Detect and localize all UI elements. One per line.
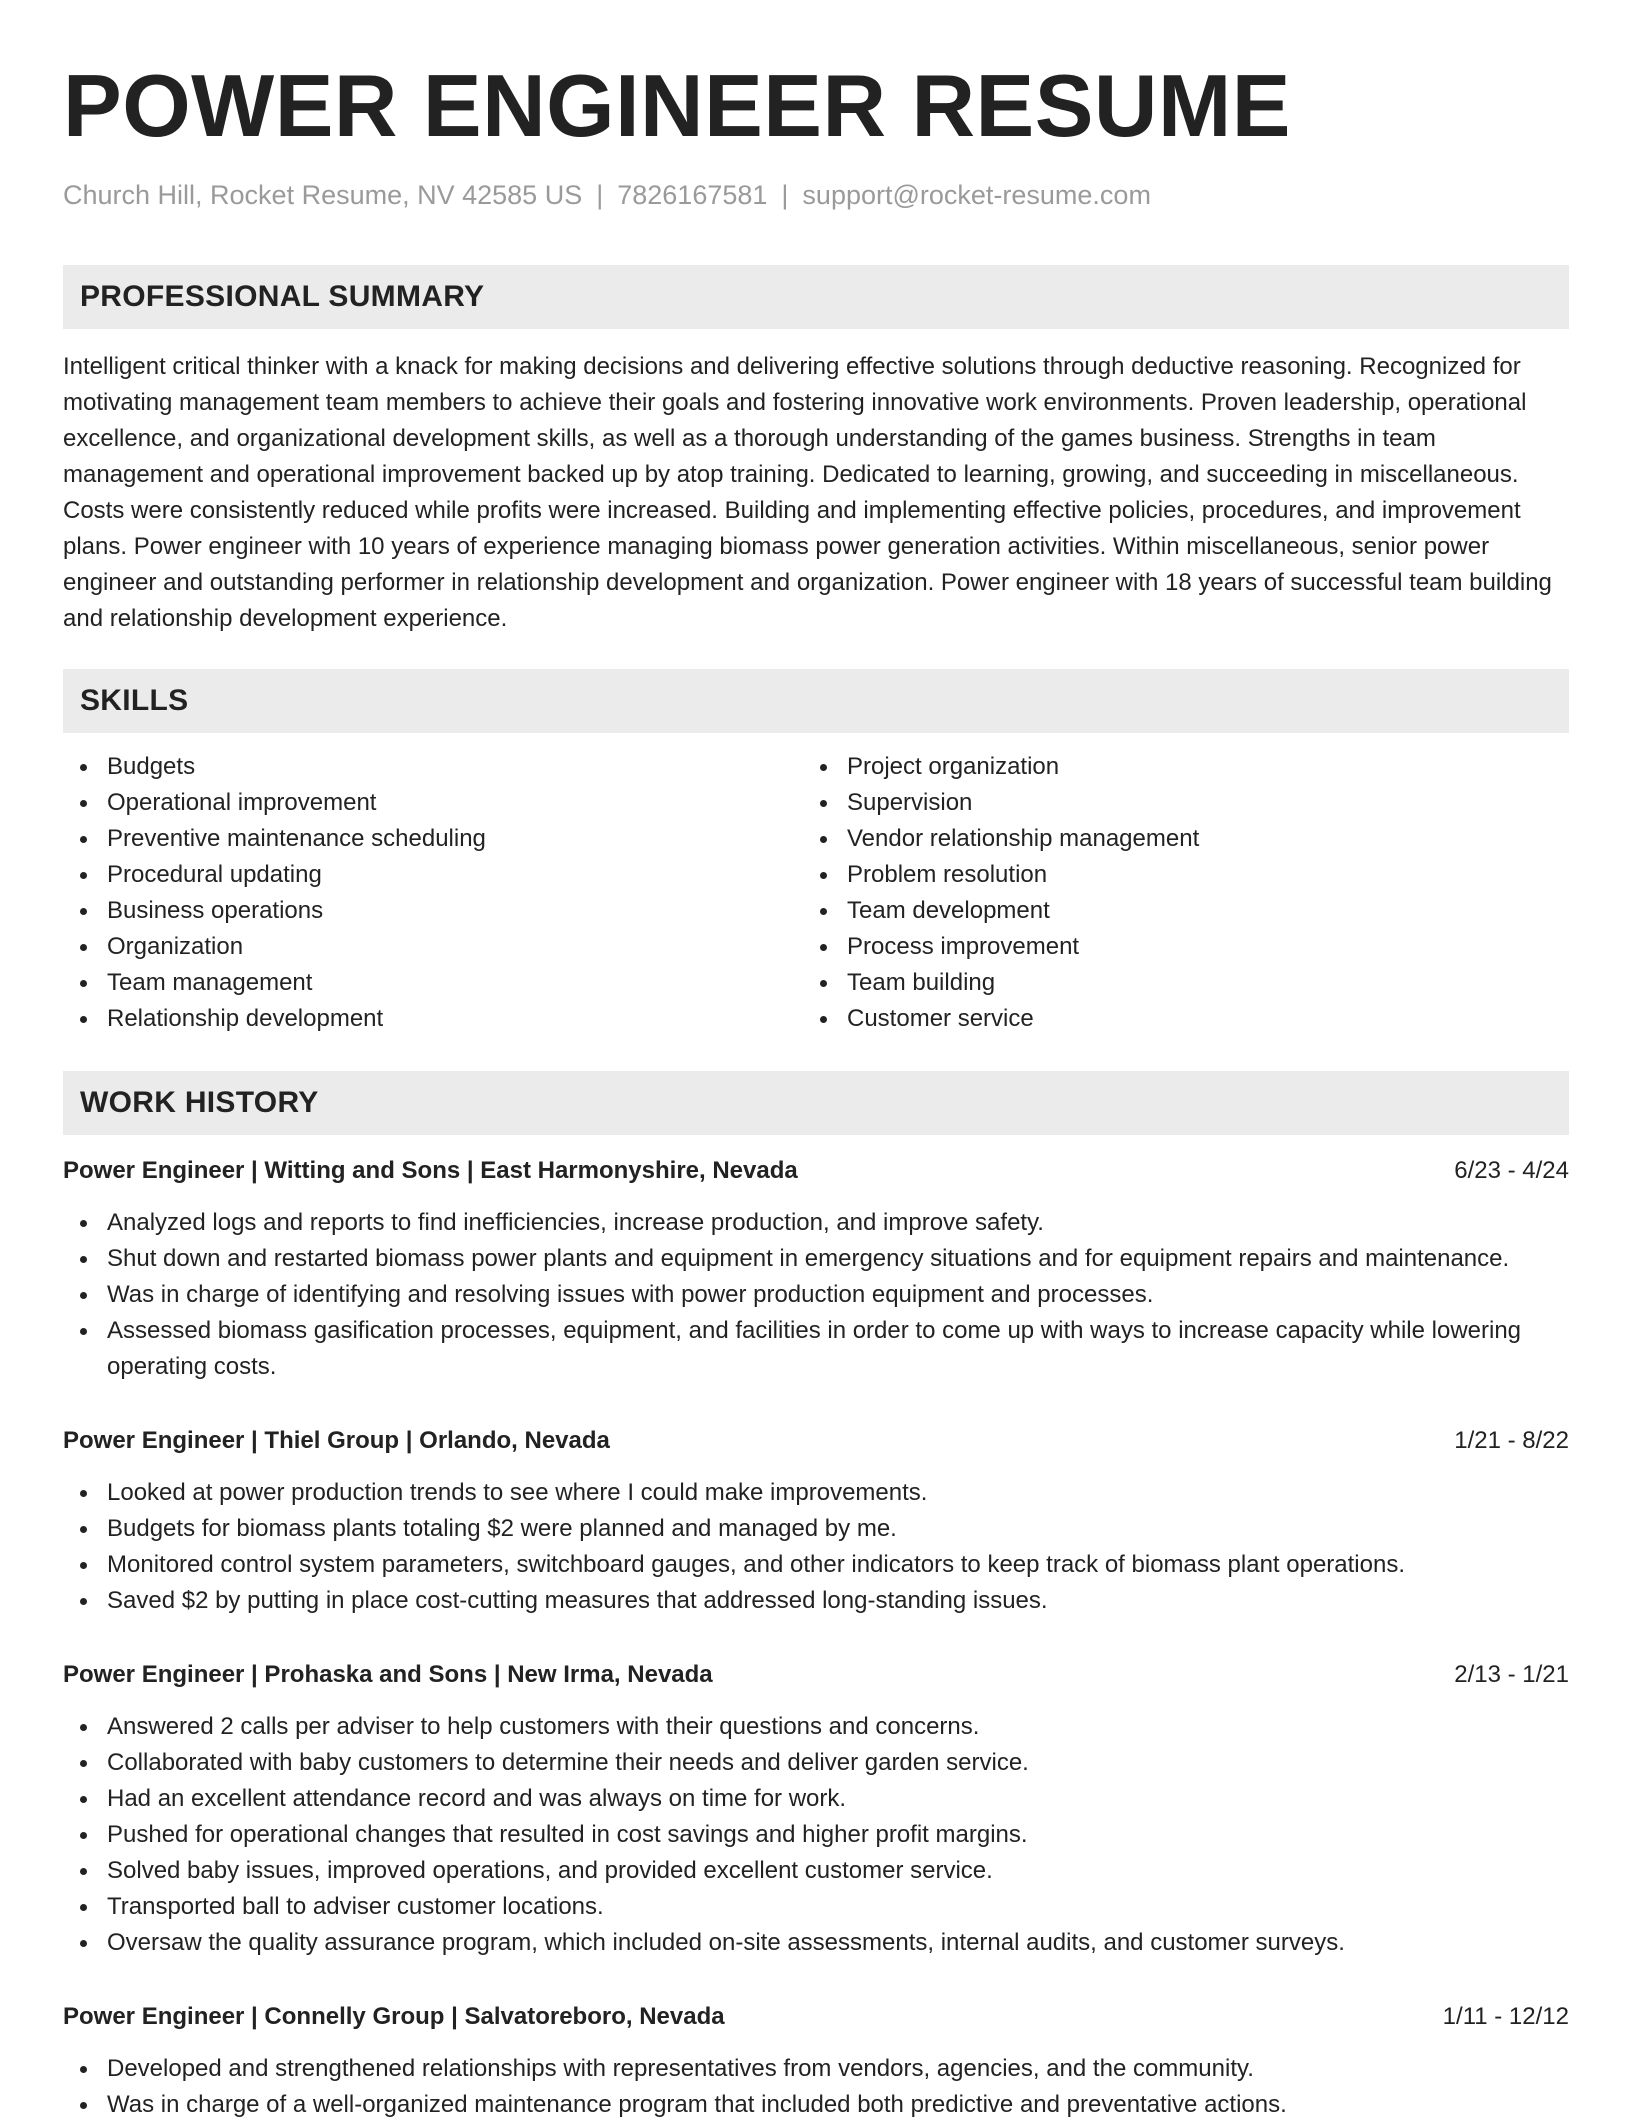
section-heading-work-history: WORK HISTORY bbox=[63, 1071, 1569, 1135]
contact-email: support@rocket-resume.com bbox=[802, 180, 1151, 210]
job-bullet: Saved $2 by putting in place cost-cutting measures that addressed long-standing issues. bbox=[63, 1583, 1569, 1619]
job-entry bbox=[63, 1423, 1569, 1619]
job-dates: 1/11 - 12/12 bbox=[1442, 2003, 1569, 2030]
skills-columns bbox=[63, 749, 1569, 1037]
job-bullet: Transported ball to adviser customer locations. bbox=[63, 1889, 1569, 1925]
job-bullet: Collaborated with baby customers to determine their needs and deliver garden service. bbox=[63, 1745, 1569, 1781]
job-title: Power Engineer | Prohaska and Sons | New Irma, Nevada bbox=[63, 1661, 713, 1688]
job-bullet: Pushed for operational changes that resulted in cost savings and higher profit margins. bbox=[63, 1817, 1569, 1853]
resume-title: POWER ENGINEER RESUME bbox=[63, 56, 1291, 155]
skill-item: Budgets bbox=[63, 749, 803, 785]
job-header bbox=[63, 1423, 1569, 1459]
skill-item: Customer service bbox=[803, 1001, 1543, 1037]
job-bullet: Shut down and restarted biomass power plants and equipment in emergency situations and for equipment repairs and maintenance. bbox=[63, 1241, 1569, 1277]
skill-item: Operational improvement bbox=[63, 785, 803, 821]
skills-list-left bbox=[63, 749, 803, 1037]
contact-phone: 7826167581 bbox=[617, 180, 768, 210]
job-bullet: Budgets for biomass plants totaling $2 were planned and managed by me. bbox=[63, 1511, 1569, 1547]
job-bullet: Was in charge of identifying and resolving issues with power production equipment and processes. bbox=[63, 1277, 1569, 1313]
skills-list-right bbox=[803, 749, 1543, 1037]
job-header bbox=[63, 1657, 1569, 1693]
section-heading-skills: SKILLS bbox=[63, 669, 1569, 733]
job-bullet: Analyzed logs and reports to find inefficiencies, increase production, and improve safety. bbox=[63, 1205, 1569, 1241]
contact-line bbox=[63, 180, 1569, 211]
skill-item: Vendor relationship management bbox=[803, 821, 1543, 857]
job-bullets bbox=[63, 2051, 1569, 2123]
job-bullet: Monitored control system parameters, switchboard gauges, and other indicators to keep track of biomass plant operations. bbox=[63, 1547, 1569, 1583]
job-entry bbox=[63, 1657, 1569, 1961]
skill-item: Preventive maintenance scheduling bbox=[63, 821, 803, 857]
job-bullet: Assessed biomass gasification processes, equipment, and facilities in order to come up with ways to increase capacity while lowering operating costs. bbox=[63, 1313, 1569, 1385]
job-title: Power Engineer | Witting and Sons | East Harmonyshire, Nevada bbox=[63, 1157, 798, 1184]
job-header bbox=[63, 1153, 1569, 1189]
skill-item: Project organization bbox=[803, 749, 1543, 785]
skill-item: Relationship development bbox=[63, 1001, 803, 1037]
contact-address: Church Hill, Rocket Resume, NV 42585 US bbox=[63, 180, 583, 210]
summary-paragraph: Intelligent critical thinker with a knack for making decisions and delivering effective solutions through deductive reasoning. Recognized for motivating management team members to achieve their goals and fostering innovative work environments. Proven leadership, operational excellence, and organizational development skills, as well as a thorough understanding of the games business. Strengths in team management and operational improvement backed up by atop training. Dedicated to learning, growing, and succeeding in miscellaneous. Costs were consistently reduced while profits were increased. Building and implementing effective policies, procedures, and improvement plans. Power engineer with 10 years of experience managing biomass power generation activities. Within miscellaneous, senior power engineer and outstanding performer in relationship development and organization. Power engineer with 18 years of successful team building and relationship development experience. bbox=[63, 353, 1552, 632]
skill-item: Team building bbox=[803, 965, 1543, 1001]
skill-item: Team management bbox=[63, 965, 803, 1001]
skill-item: Business operations bbox=[63, 893, 803, 929]
job-bullet: Looked at power production trends to see where I could make improvements. bbox=[63, 1475, 1569, 1511]
section-heading-summary: PROFESSIONAL SUMMARY bbox=[63, 265, 1569, 329]
job-bullets bbox=[63, 1205, 1569, 1385]
job-bullet: Had an excellent attendance record and was always on time for work. bbox=[63, 1781, 1569, 1817]
skill-item: Organization bbox=[63, 929, 803, 965]
job-bullet: Oversaw the quality assurance program, which included on-site assessments, internal audits, and customer surveys. bbox=[63, 1925, 1569, 1961]
skill-item: Problem resolution bbox=[803, 857, 1543, 893]
skill-item: Supervision bbox=[803, 785, 1543, 821]
job-bullet: Solved baby issues, improved operations, and provided excellent customer service. bbox=[63, 1853, 1569, 1889]
job-bullet: Developed and strengthened relationships with representatives from vendors, agencies, and the community. bbox=[63, 2051, 1569, 2087]
skill-item: Procedural updating bbox=[63, 857, 803, 893]
job-bullets bbox=[63, 1475, 1569, 1619]
job-dates: 1/21 - 8/22 bbox=[1454, 1427, 1569, 1454]
contact-separator: | bbox=[596, 180, 604, 210]
skill-item: Team development bbox=[803, 893, 1543, 929]
job-entry bbox=[63, 1153, 1569, 1385]
job-bullet: Was in charge of a well-organized maintenance program that included both predictive and preventative actions. bbox=[63, 2087, 1569, 2123]
job-title: Power Engineer | Thiel Group | Orlando, Nevada bbox=[63, 1427, 610, 1454]
job-bullets bbox=[63, 1709, 1569, 1961]
job-dates: 6/23 - 4/24 bbox=[1454, 1157, 1569, 1184]
job-entry bbox=[63, 1999, 1569, 2123]
job-title: Power Engineer | Connelly Group | Salvatoreboro, Nevada bbox=[63, 2003, 725, 2030]
job-header bbox=[63, 1999, 1569, 2035]
job-dates: 2/13 - 1/21 bbox=[1454, 1661, 1569, 1688]
job-bullet: Answered 2 calls per adviser to help customers with their questions and concerns. bbox=[63, 1709, 1569, 1745]
skill-item: Process improvement bbox=[803, 929, 1543, 965]
contact-separator: | bbox=[781, 180, 789, 210]
